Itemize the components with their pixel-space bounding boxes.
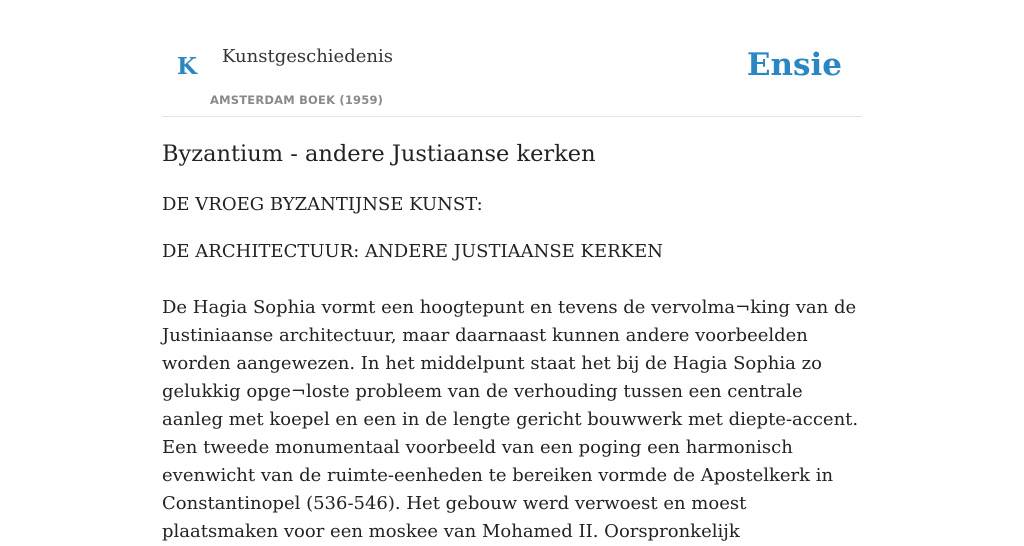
section-heading-2: DE ARCHITECTUUR: ANDERE JUSTIAANSE KERKEN <box>162 241 664 262</box>
article-paragraph: De Hagia Sophia vormt een hoogtepunt en tevens de vervolma¬king van de Justiniaanse architectuur, maar daarnaast kunnen andere voorbeelden worden aangewezen. In het middelpunt staat het bij de Hagia Sophia zo gelukkig opge¬loste probleem van de verhouding tussen een centrale aanleg met koepel en een in de lengte gericht bouwwerk met diepte-accent. Een tweede monumentaal voorbeeld van een poging een harmonisch evenwicht van de ruimte-eenheden te bereiken vormde de Apostelkerk in Constantinopel (536-546). Het gebouw werd verwoest en moest plaatsmaken voor een moskee van Mohamed II. Oorspronkelijk <box>162 297 859 542</box>
article-title: Byzantium - andere Justiaanse kerken <box>162 141 596 167</box>
subject-link[interactable]: Kunstgeschiedenis <box>222 46 393 67</box>
brand-logo[interactable]: Ensie <box>746 47 842 83</box>
category-logo[interactable]: K <box>177 53 197 80</box>
header <box>162 0 862 117</box>
article <box>162 137 862 546</box>
source-label: AMSTERDAM BOEK (1959) <box>210 93 384 107</box>
section-heading-1: DE VROEG BYZANTIJNSE KUNST: <box>162 194 483 215</box>
